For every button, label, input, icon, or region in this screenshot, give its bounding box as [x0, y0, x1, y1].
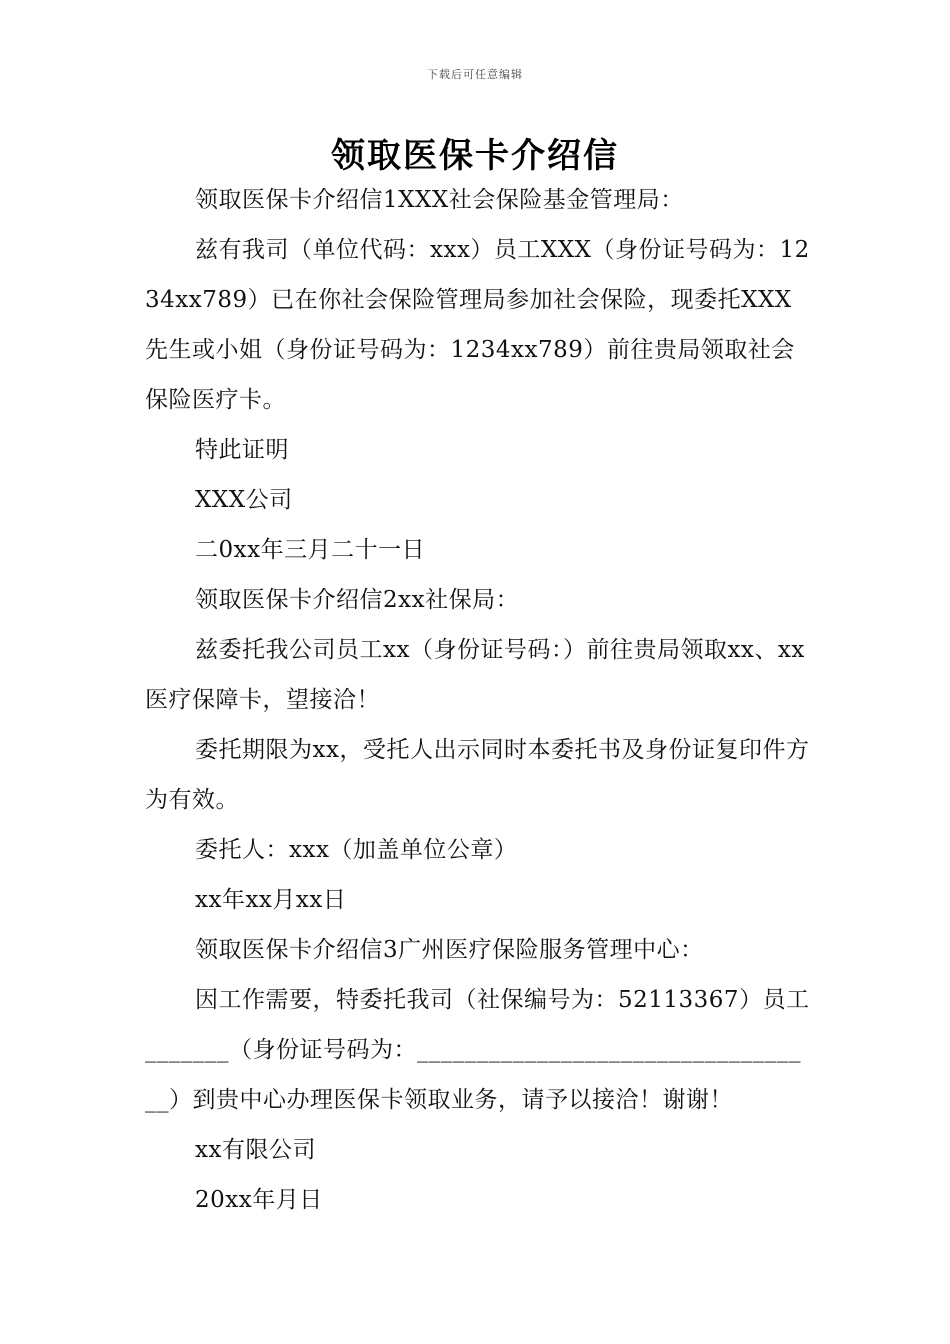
header-note: 下载后可任意编辑 [427, 68, 523, 81]
letter3-salutation: 领取医保卡介绍信3广州医疗保险服务管理中心： [195, 937, 704, 963]
letter1-date: 二0xx年三月二十一日 [195, 537, 426, 563]
letter2-salutation: 领取医保卡介绍信2xx社保局： [195, 587, 520, 613]
letter2-date: xx年xx月xx日 [195, 887, 347, 913]
letter3-date: 20xx年月日 [195, 1187, 323, 1213]
letter1-company: XXX公司 [195, 487, 293, 513]
letter1-body: 兹有我司（单位代码：xxx）员工XXX（身份证号码为：1234xx789）已在你社会保险管理局参加社会保险，现委托XXX先生或小姐（身份证号码为：1234xx789）前往贵局领取社会保险医疗卡。 [145, 237, 810, 413]
letter2-validity: 委托期限为xx，受托人出示同时本委托书及身份证复印件方为有效。 [145, 737, 810, 813]
letter3-company: xx有限公司 [195, 1137, 316, 1163]
letter3-body: 因工作需要，特委托我司（社保编号为：52113367）员工_______（身份证号码为：__________________________________）到贵中心办理医保卡领取业务，请予以接洽！谢谢！ [145, 987, 810, 1113]
letter1-salutation: 领取医保卡介绍信1XXX社会保险基金管理局： [195, 187, 684, 213]
document-body [145, 175, 810, 1225]
letter1-certification: 特此证明 [195, 437, 289, 463]
letter2-body: 兹委托我公司员工xx（身份证号码：）前往贵局领取xx、xx医疗保障卡，望接洽！ [145, 637, 805, 713]
letter2-principal: 委托人：xxx（加盖单位公章） [195, 837, 518, 863]
document-title: 领取医保卡介绍信 [331, 136, 619, 176]
